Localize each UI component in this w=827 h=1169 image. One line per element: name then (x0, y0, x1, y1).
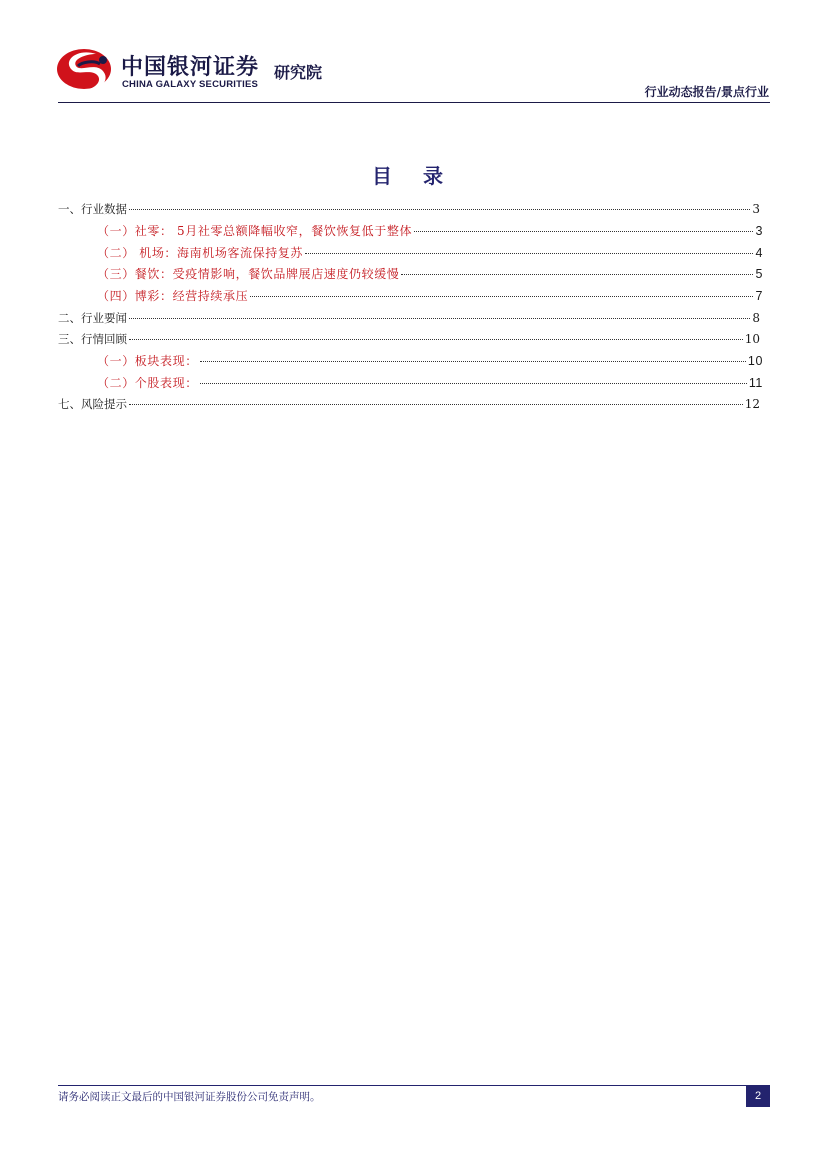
toc-entry-label: （二）个股表现： (97, 376, 198, 390)
toc-leader-dots (200, 371, 747, 384)
toc-entry[interactable] (58, 395, 760, 413)
toc-entry-label: 三、行情回顾 (58, 332, 127, 346)
toc-leader-dots (129, 327, 743, 340)
footer-divider (58, 1085, 770, 1086)
toc-entry[interactable] (97, 244, 763, 262)
toc-leader-dots (129, 392, 743, 405)
toc-leader-dots (129, 197, 750, 210)
toc-entry-label: （四）博彩：经营持续承压 (97, 289, 249, 303)
toc-leader-dots (414, 219, 753, 232)
toc-entry-label: （一）社零： 5月社零总额降幅收窄，餐饮恢复低于整体 (97, 224, 413, 238)
toc-leader-dots (200, 349, 746, 362)
toc-entry-page: 8 (752, 311, 760, 325)
toc-entry-page: 3 (752, 202, 760, 216)
toc-entry-label: （三）餐饮：受疫情影响，餐饮品牌展店速度仍较缓慢 (97, 267, 400, 281)
toc-entry-label: 七、风险提示 (58, 397, 127, 411)
toc-entry-label: （一）板块表现： (97, 354, 198, 368)
page-number-badge: 2 (746, 1085, 770, 1107)
toc-entry-page: 4 (755, 246, 763, 260)
toc-leader-dots (250, 284, 753, 297)
toc-entry-page: 12 (744, 397, 760, 411)
toc-entry[interactable] (97, 287, 763, 305)
toc-entry[interactable] (58, 330, 760, 348)
toc-entry[interactable] (58, 309, 760, 327)
footer-disclaimer: 请务必阅读正文最后的中国银河证券股份公司免责声明。 (58, 1091, 321, 1103)
galaxy-logo-icon (56, 46, 114, 92)
toc-title: 目 录 (372, 164, 455, 188)
toc-entry-label: （二） 机场：海南机场客流保持复苏 (97, 246, 304, 260)
toc-entry[interactable] (58, 200, 760, 218)
toc-entry-page: 7 (755, 289, 763, 303)
report-category: 行业动态报告/景点行业 (644, 85, 769, 99)
header-divider (58, 102, 770, 103)
toc-entry-page: 10 (744, 332, 760, 346)
toc-entry-page: 11 (748, 376, 763, 390)
brand-institute: 研究院 (274, 63, 323, 82)
toc-entry[interactable] (97, 222, 763, 240)
toc-leader-dots (129, 306, 750, 319)
page-header (0, 0, 827, 105)
toc-entry[interactable] (97, 374, 763, 392)
toc-entry-page: 10 (747, 354, 763, 368)
toc-entry-page: 3 (755, 224, 763, 238)
toc-entry[interactable] (97, 265, 763, 283)
toc-entry[interactable] (97, 352, 763, 370)
brand-name-en: CHINA GALAXY SECURITIES (122, 79, 259, 90)
toc-entry-page: 5 (755, 267, 763, 281)
toc-entry-label: 二、行业要闻 (58, 311, 127, 325)
toc-entry-label: 一、行业数据 (58, 202, 127, 216)
brand-name-cn: 中国银河证券 (121, 55, 260, 80)
toc-leader-dots (401, 262, 753, 275)
toc-leader-dots (305, 241, 753, 254)
